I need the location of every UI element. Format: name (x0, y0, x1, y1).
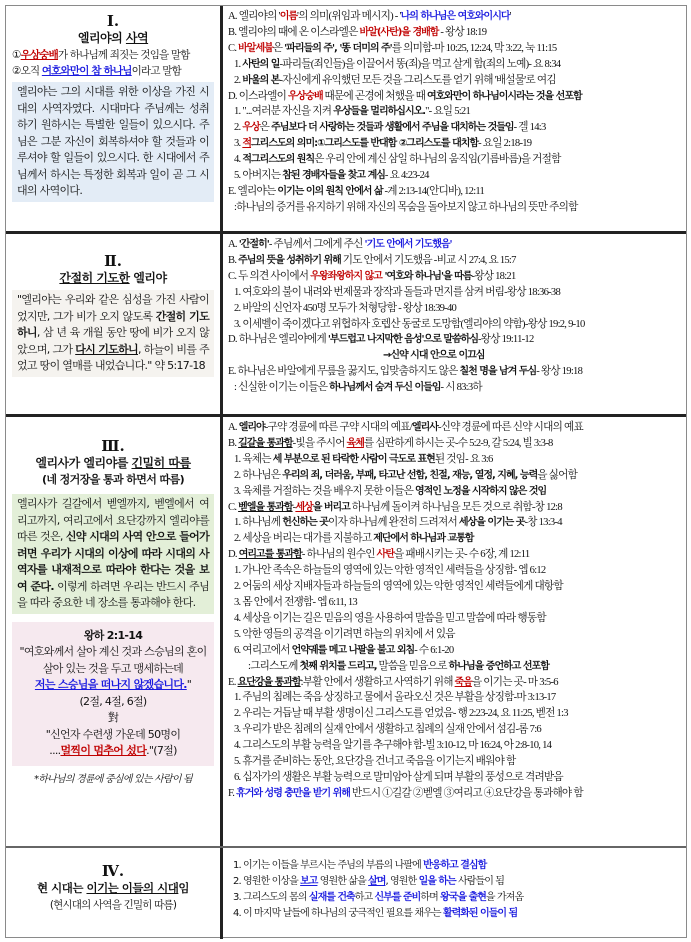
outline-subitem: 1. 하나님께 헌신하는 곳이자 하나님께 완전히 드려져서 세상을 이기는 곳-창 13:3-4 (234, 517, 562, 529)
outline-item: D. 여리고를 통과함- 하나님의 원수인 사탄을 패배시키는 곳- 수 6장, 계 12:11 (228, 549, 530, 561)
section-1-point-2: ②오직 여호와만이 참 하나님이라고 말함 (12, 65, 181, 77)
verse-line: ....멀찍이 멈추어 섰다."(7절) (49, 744, 177, 757)
outline-subitem: 1. 이기는 이들을 부르시는 주님의 부름의 나팔에 반응하고 결심함 (233, 860, 487, 871)
outline-item: A. 엘리야-구약 경륜에 따른 구약 시대의 예표/엘리사-신약 경륜에 따른 신약 시대의 예표 (228, 422, 583, 433)
outline-sheet (5, 5, 687, 938)
outline-note: :하나님의 증거를 유지하기 위해 자신의 목숨을 돌아보지 않고 하나님의 뜻만 주의함 (234, 201, 578, 213)
outline-subitem: 3. 적그리스도의 의미:①그리스도를 반대함 ②그리스도를 대치함- 요일 2:18-19 (234, 138, 532, 150)
outline-subitem: 6. 십자가의 생활은 부활 능력으로 말미암아 살게 되며 부활의 풍성으로 격려받음 (234, 771, 563, 783)
section-1-description: 엘리야는 그의 시대를 위한 이상을 가진 시대의 사역자였다. 시대마다 주님께는 성취하기 원하시는 특별한 일들이 있으시다. 주님은 그분 자신이 회복하셔야 할 것들과 이루셔야 할 일들이 있으시다. 한 시대에서 주님께서 하시는 특정한 회복과 일이 곧 그 시대의 사역이다. (12, 82, 214, 202)
section-1-point-1: ①우상숭배가 하나님께 죄짓는 것임을 말함 (12, 49, 190, 61)
section-2-verse: "엘리야는 우리와 같은 심성을 가진 사람이었지만, 그가 비가 오지 않도록 간절히 기도하니, 삼 년 육 개월 동안 땅에 비가 오지 않았으며, 그가 다시 기도하니, 하늘이 비를 주었고 땅이 열매를 내었습니다." 약 5:17-18 (12, 290, 214, 377)
section-3-subtitle: (네 정거장을 통과 하면서 따름) (41, 473, 185, 486)
outline-item: B. 길갈을 통과함-빛을 주시어 육체를 심판하게 하시는 곳-수 5:2-9, 갈 5:24, 빌 3:3-8 (228, 437, 553, 449)
section-4-title: 현 시대는 이기는 이들의 시대임 (37, 881, 189, 895)
outline-subitem: 3. 몸 안에서 전쟁함- 엡 6:11, 13 (234, 596, 357, 608)
outline-item: D. 이스라엘이 우상숭배 때문에 곤경에 처했을 때 여호와만이 하나님이시라는 것을 선포함 (228, 90, 582, 102)
outline-subitem: 4. 그리스도의 부활 능력을 알기를 추구해야 함-빌 3:10-12, 마 16:24, 아 2:8-10, 14 (234, 740, 552, 752)
section-4-summary (6, 848, 223, 939)
section-4-outline (223, 848, 686, 939)
outline-item: E. 하나님은 바알에게 무릎을 꿇지도, 입맞춤하지도 않은 칠천 명을 남겨 두심- 왕상 19:18 (228, 366, 583, 378)
outline-subitem: 5. 아버지는 참된 경배자들을 찾고 계심- 요 4:23-24 (234, 170, 429, 182)
section-1 (6, 6, 686, 231)
outline-item: A. '간절히'- 주님께서 그에게 주신 '기도 안에서 기도했음' (228, 239, 452, 250)
section-3 (6, 417, 686, 846)
outline-item: C. 바알세붑은 '파리들의 주', '똥 더미의 주'를 의미함-마 10:25, 12:24, 막 3:22, 눅 11:15 (228, 42, 557, 54)
verse-reference: 왕하 2:1-14 (83, 628, 143, 642)
outline-item: B. 주님의 뜻을 성취하기 위해 기도 안에서 기도했음 -비교 시 27:4, 요 15:7 (228, 254, 516, 266)
outline-item: C. 벧엘을 통과함-세상을 버리고 하나님께 돌이켜 하나님을 모든 것으로 취함-창 12:8 (228, 501, 562, 513)
section-3-footnote: *하나님의 경륜에 중심에 있는 사람이 됨 (34, 773, 192, 785)
outline-subitem: 3. 우리가 받은 침례의 실재 안에서 생활하고 침례의 실재 안에서 섬김-롬 7:6 (234, 724, 541, 736)
outline-subitem: 2. 바울의 본-자신에게 유익했던 모든 것을 그리스도를 얻기 위해 '배설물'로 여김 (234, 74, 556, 86)
outline-subitem: 5. 악한 영들의 공격을 이기려면 하늘의 위치에 서 있음 (234, 628, 455, 640)
versus-mark: 對 (107, 711, 119, 724)
section-1-outline (223, 6, 686, 231)
outline-subitem: 1. 여호와의 불이 내려와 번제물과 장작과 돌들과 먼지를 삼켜 버림-왕상 18:36-38 (234, 286, 560, 298)
section-1-summary (6, 6, 223, 231)
section-2 (6, 234, 686, 414)
outline-subitem: 2. 우상은 주님보다 더 사랑하는 것들과 생활에서 주님을 대치하는 것들임- 겔 14:3 (234, 122, 546, 134)
section-3-summary (6, 417, 223, 846)
outline-subitem: 3. 육체를 거절하는 것을 배우지 못한 이들은 영적인 노정을 시작하지 않은 것임 (234, 485, 547, 497)
verse-line: 저는 스승님을 떠나지 않겠습니다." (34, 678, 192, 691)
outline-arrow-note: →신약 시대 안으로 이끄심 (383, 350, 485, 362)
section-3-verse-box (12, 622, 214, 766)
outline-subitem: 4. 세상을 이기는 길은 믿음의 영을 사용하여 말씀을 믿고 말씀에 따라 행동함 (234, 612, 546, 624)
section-3-outline (223, 417, 686, 846)
outline-subitem: 1. 가나안 족속은 하늘들의 영역에 있는 악한 영적인 세력들을 상징함- 엡 6:12 (234, 565, 546, 577)
outline-subitem: 1. 사탄의 일-파리들(죄인들)을 이끌어서 똥(죄)을 먹고 살게 함(죄의 노예)- 요 8:34 (234, 58, 561, 70)
section-3-description: 엘리사가 길갈에서 벧엘까지, 벧엘에서 여리고까지, 여리고에서 요단강까지 엘리야를 따른 것은, 신약 시대의 사역 안으로 들어가려면 우리가 시대의 이상에 따라 시대의 사역자를 내재적으로 따라야 한다는 것을 보여 준다. 이렇게 하려면 우리는 반드시 주님을 따라 중요한 네 장소를 통과해야 한다. (12, 494, 214, 614)
section-2-outline (223, 234, 686, 414)
outline-item: E. 엘리야는 이기는 이의 원칙 안에서 삶 -계 2:13-14(안디바), 12:11 (228, 185, 485, 197)
section-4-number: Ⅳ. (101, 862, 125, 880)
outline-item: B. 엘리야의 때에 온 이스라엘은 바알(사탄)을 경배함 - 왕상 18:19 (228, 26, 487, 38)
outline-subitem: 3. 그리스도의 몸의 실재를 건축하고 신부를 준비하며 왕국을 출현을 가져옴 (233, 891, 524, 903)
outline-item: A. 엘리야의 '이름'의 의미(위임과 메시지) - '나의 하나님은 여호와이시다' (228, 11, 511, 22)
section-2-number: Ⅱ. (104, 252, 122, 270)
outline-subitem: 1. "...여러분 자신을 지켜 우상들을 멀리하십시오."- 요일 5:21 (234, 106, 471, 118)
section-1-title: 엘리야의 사역 (77, 31, 149, 45)
outline-subitem: 1. 주님의 침례는 죽음 상징하고 물에서 올라오신 것은 부활을 상징함-마 3:13-17 (234, 692, 556, 704)
outline-subitem: 2. 영원한 이상을 보고 영원한 삶을 살며, 영원한 일을 하는 사람들이 됨 (233, 875, 505, 887)
outline-subitem: 4. 이 마지막 날들에 하나님의 궁극적인 필요를 채우는 활력화된 이들이 됨 (233, 907, 518, 919)
outline-subitem: 4. 적그리스도의 원칙은 우리 안에 계신 삼일 하나님의 움직임(기름바름)을 거절함 (234, 154, 561, 166)
section-3-title: 엘리사가 엘리야를 긴밀히 따름 (35, 456, 191, 470)
verse-ref-line: (2절, 4절, 6절) (79, 694, 147, 708)
outline-subitem: 6. 여리고에서 언약궤를 메고 나팔을 불고 외침- 수 6:1-20 (234, 644, 454, 656)
section-2-title: 간절히 기도한 엘리야 (59, 271, 167, 285)
outline-item: F. 휴거와 성령 충만을 받기 위해 반드시 ①길갈 ②벧엘 ③여리고 ④요단강을 통과해야 함 (228, 787, 583, 799)
outline-item: D. 하나님은 엘리야에게 '부드럽고 나지막한 음성'으로 말씀하심-왕상 19:11-12 (228, 334, 534, 346)
verse-line: "여호와께서 살아 계신 것과 스승님의 혼이 살아 있는 것을 두고 맹세하는데 (19, 645, 207, 675)
section-4 (6, 848, 686, 939)
outline-note: : 신실한 이기는 이들은 하나님께서 숨겨 두신 이들임- 시 83:3하 (234, 382, 482, 394)
section-4-subtitle: (현시대의 사역을 긴밀히 따름) (49, 899, 177, 911)
outline-item: E. 요단강을 통과함:부활 안에서 생활하고 사역하기 위해 죽음을 이기는 곳- 마 3:5-6 (228, 676, 558, 688)
section-2-summary (6, 234, 223, 414)
verse-line: "신언자 수련생 가운데 50명이 (45, 727, 181, 741)
section-3-number: Ⅲ. (101, 437, 125, 455)
outline-item: C. 두 의견 사이에서 우왕좌왕하지 않고 '여호와 하나님'을 따름-왕상 18:21 (228, 270, 516, 282)
outline-subitem: 2. 어둠의 세상 지배자들과 하늘들의 영역에 있는 악한 영적인 세력들에게 대항함 (234, 581, 563, 593)
outline-subitem: 2. 바알의 신언자 450명 모두가 처형당함 - 왕상 18:39-40 (234, 302, 457, 314)
outline-subitem: 2. 우리는 거듭날 때 부활 생명이신 그리스도를 얻었음- 행 2:23-24, 요 11:25, 벧전 1:3 (234, 708, 568, 720)
outline-subitem: 3. 이세벨이 죽이겠다고 위협하자 호렙산 동굴로 도망함(엘리야의 약함)-왕상 19:2, 9-10 (234, 318, 585, 330)
section-1-number: I. (106, 12, 120, 30)
outline-subitem: 2. 하나님은 우리의 죄, 더러움, 부패, 타고난 선함, 친절, 재능, 열정, 지혜, 능력을 싫어함 (234, 469, 578, 481)
outline-note: :그리스도께 첫째 위치를 드리고, 말씀을 믿음으로 하나님을 증언하고 선포함 (248, 660, 549, 672)
outline-subitem: 2. 세상을 버리는 대가를 지불하고 제단에서 하나님과 교통함 (234, 533, 474, 545)
outline-subitem: 5. 휴거를 준비하는 동안, 요단강을 건너고 죽음을 이기는지 배워야 함 (234, 756, 516, 768)
outline-subitem: 1. 육체는 세 부분으로 된 타락한 사람이 극도로 표현된 것임- 요 3:6 (234, 453, 493, 465)
